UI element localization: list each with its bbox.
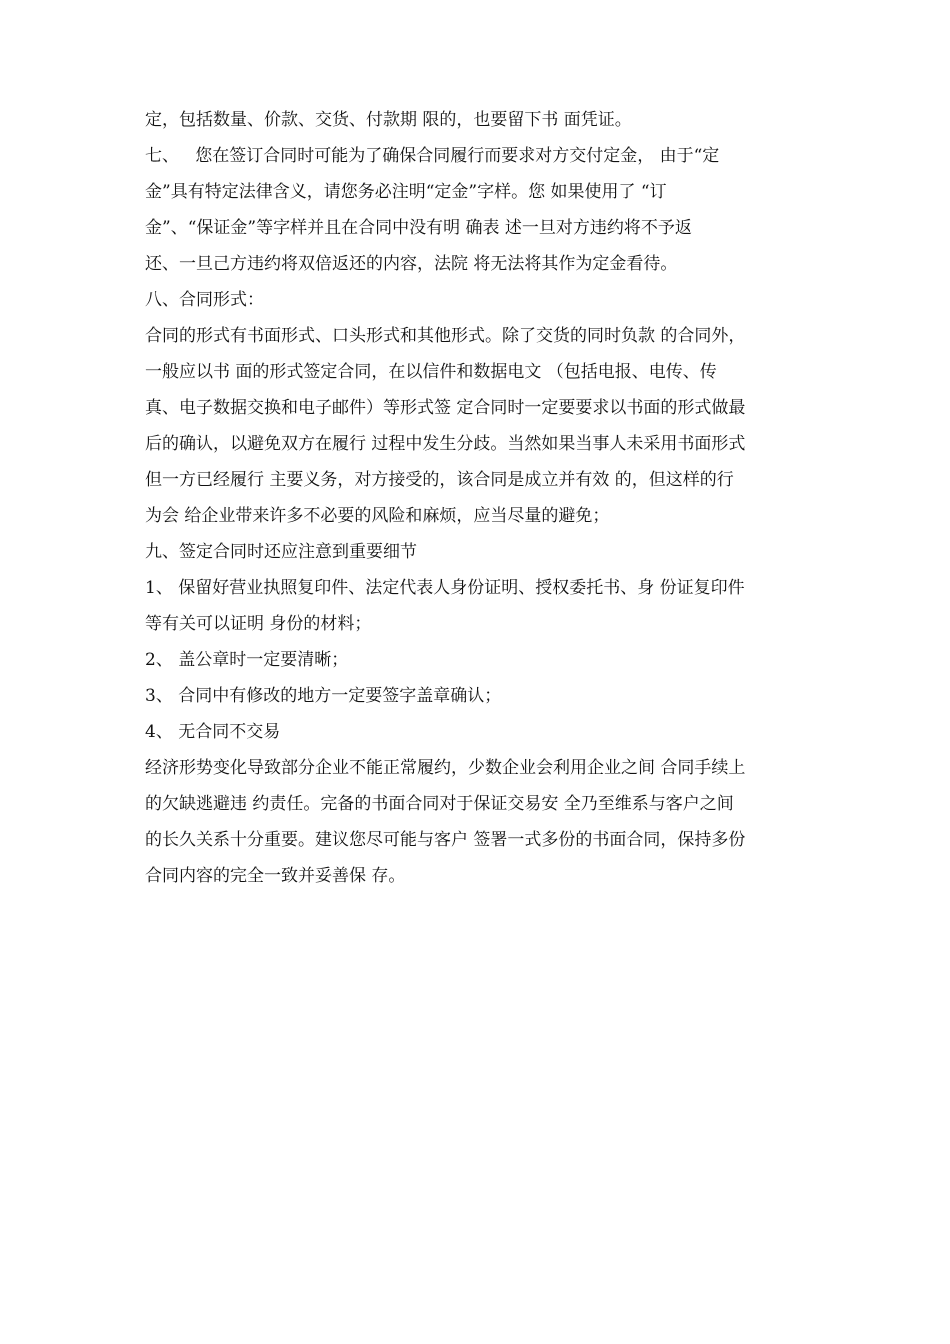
list-item: 2、 盖公章时一定要清晰； [145,650,349,670]
text-line: 合同的形式有书面形式、口头形式和其他形式。除了交货的同时负款 的合同外， [145,326,746,346]
text-line: 经济形势变化导致部分企业不能正常履约，少数企业会利用企业之间 合同手续上 [145,758,746,778]
section-heading: 九、签定合同时还应注意到重要细节 [145,542,417,562]
text-line: 等有关可以证明 身份的材料； [145,614,372,634]
text-line: 还、一旦己方违约将双倍返还的内容，法院 将无法将其作为定金看待。 [145,254,678,274]
section-heading: 八、合同形式： [145,290,264,310]
text-line: 真、电子数据交换和电子邮件）等形式签 定合同时一定要要求以书面的形式做最 [145,398,746,418]
list-item: 4、 无合同不交易 [145,722,281,742]
text-line: 七、 您在签订合同时可能为了确保合同履行而要求对方交付定金， 由于“定 [145,146,720,166]
text-line: 金”具有特定法律含义，请您务必注明“定金”字样。您 如果使用了 “订 [145,182,667,202]
text-line: 的欠缺逃避违 约责任。完备的书面合同对于保证交易安 全乃至维系与客户之间 [145,794,734,814]
list-item: 1、 保留好营业执照复印件、法定代表人身份证明、授权委托书、身 份证复印件 [145,578,745,598]
list-item: 3、 合同中有修改的地方一定要签字盖章确认； [145,686,502,706]
text-line: 为会 给企业带来许多不必要的风险和麻烦，应当尽量的避免； [145,506,610,526]
text-line: 定，包括数量、价款、交货、付款期 限的，也要留下书 面凭证。 [145,110,632,130]
text-line: 但一方已经履行 主要义务，对方接受的，该合同是成立并有效 的，但这样的行 [145,470,734,490]
text-line: 合同内容的完全一致并妥善保 存。 [145,866,406,886]
text-line: 的长久关系十分重要。建议您尽可能与客户 签署一式多份的书面合同，保持多份 [145,830,746,850]
text-line: 金”、“保证金”等字样并且在合同中没有明 确表 述一旦对方违约将不予返 [145,218,692,238]
text-line: 一般应以书 面的形式签定合同，在以信件和数据电文 （包括电报、电传、传 [145,362,717,382]
text-line: 后的确认，以避免双方在履行 过程中发生分歧。当然如果当事人未采用书面形式 [145,434,746,454]
